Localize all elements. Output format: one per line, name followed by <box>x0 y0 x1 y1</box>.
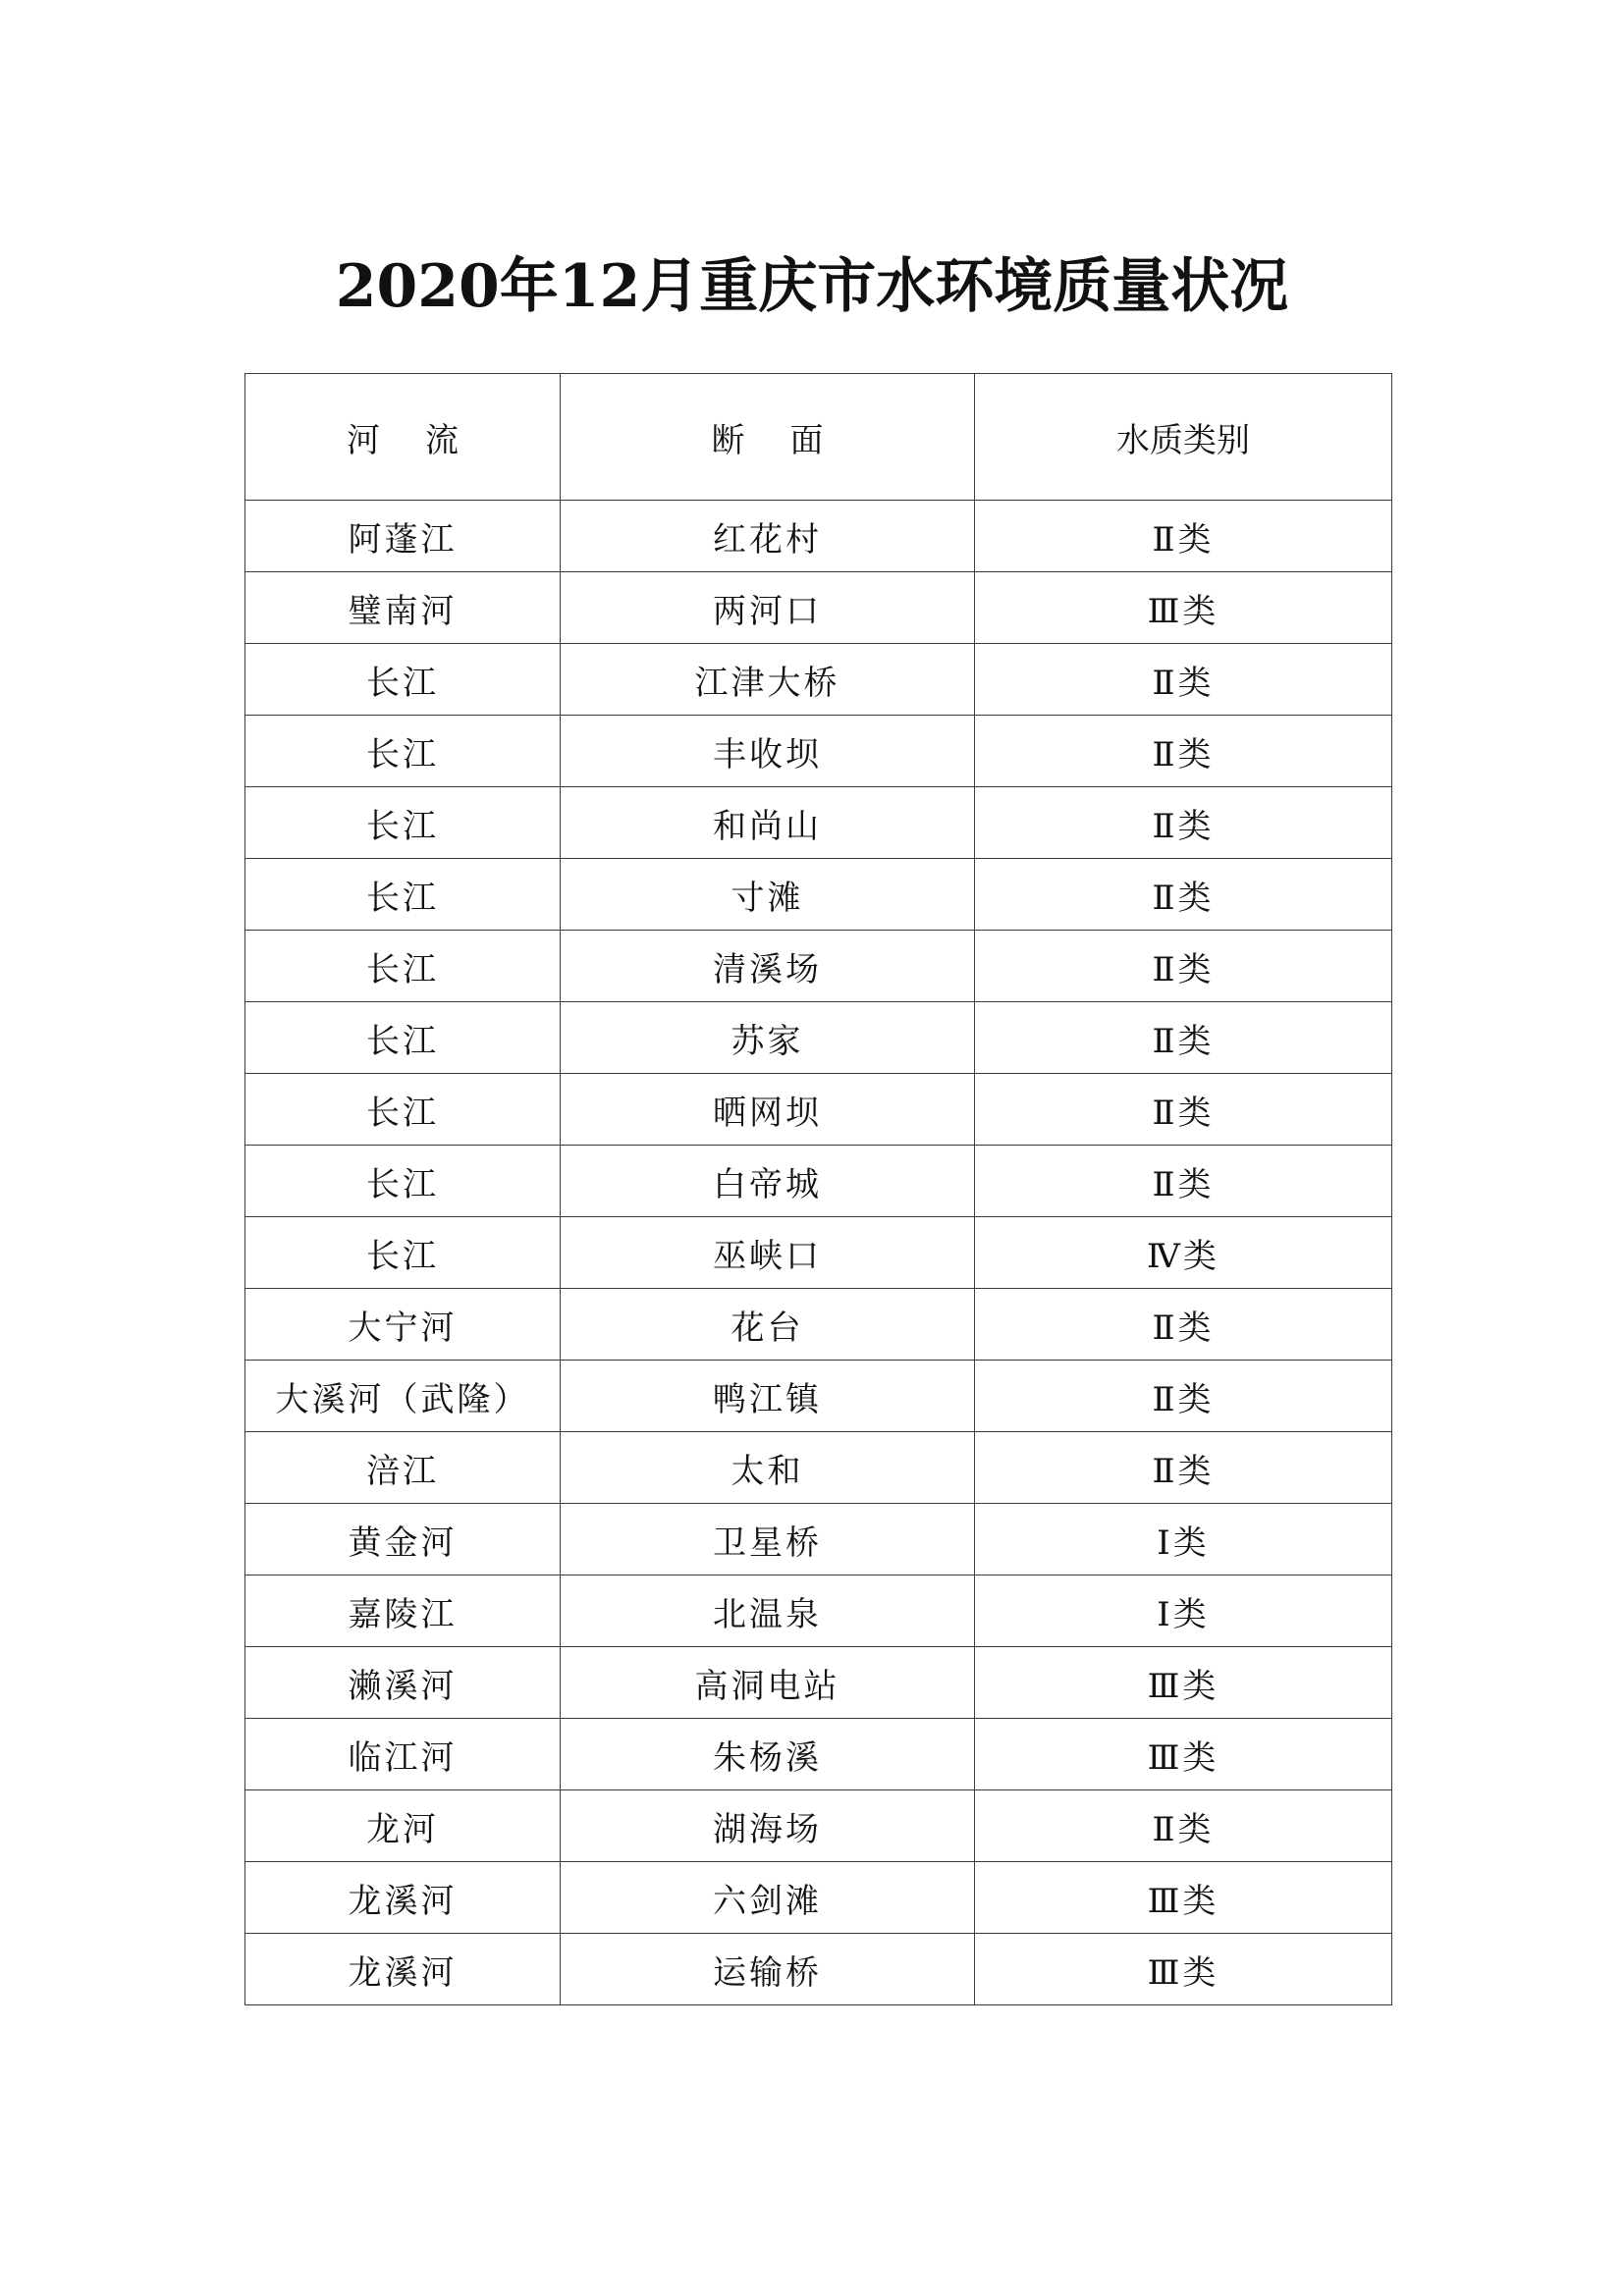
class-cell: Ⅱ类 <box>975 716 1392 787</box>
class-cell: Ⅱ类 <box>975 1074 1392 1146</box>
section-cell: 晒网坝 <box>561 1074 975 1146</box>
class-cell: Ⅲ类 <box>975 1647 1392 1719</box>
table-row <box>245 1432 1392 1504</box>
river-cell: 龙溪河 <box>245 1934 561 2005</box>
section-cell: 丰收坝 <box>561 716 975 787</box>
class-cell: Ⅳ类 <box>975 1217 1392 1289</box>
water-quality-table <box>244 373 1392 2005</box>
section-cell: 江津大桥 <box>561 644 975 716</box>
section-cell: 朱杨溪 <box>561 1719 975 1790</box>
table-row <box>245 1719 1392 1790</box>
river-cell: 嘉陵江 <box>245 1575 561 1647</box>
section-cell: 卫星桥 <box>561 1504 975 1575</box>
table-header-row <box>245 374 1392 501</box>
section-cell: 运输桥 <box>561 1934 975 2005</box>
section-cell: 巫峡口 <box>561 1217 975 1289</box>
section-cell: 寸滩 <box>561 859 975 931</box>
table-row <box>245 787 1392 859</box>
section-cell: 北温泉 <box>561 1575 975 1647</box>
table-row <box>245 1074 1392 1146</box>
section-cell: 太和 <box>561 1432 975 1504</box>
river-cell: 长江 <box>245 1146 561 1217</box>
header-section-label: 断面 <box>711 420 869 460</box>
river-cell: 濑溪河 <box>245 1647 561 1719</box>
section-cell: 红花村 <box>561 501 975 572</box>
river-cell: 长江 <box>245 859 561 931</box>
table-row <box>245 1361 1392 1432</box>
river-cell: 长江 <box>245 716 561 787</box>
river-cell: 涪江 <box>245 1432 561 1504</box>
class-cell: Ⅱ类 <box>975 501 1392 572</box>
table-row <box>245 644 1392 716</box>
river-cell: 临江河 <box>245 1719 561 1790</box>
table-row <box>245 859 1392 931</box>
table-row <box>245 1504 1392 1575</box>
page-title: 2020年12月重庆市水环境质量状况 <box>335 252 1289 321</box>
class-cell: Ⅱ类 <box>975 787 1392 859</box>
table-row <box>245 1289 1392 1361</box>
class-cell: Ⅱ类 <box>975 1289 1392 1361</box>
table-row <box>245 1934 1392 2005</box>
river-cell: 龙溪河 <box>245 1862 561 1934</box>
river-cell: 长江 <box>245 644 561 716</box>
section-cell: 白帝城 <box>561 1146 975 1217</box>
river-cell: 长江 <box>245 931 561 1002</box>
class-cell: Ⅲ类 <box>975 1719 1392 1790</box>
river-cell: 大宁河 <box>245 1289 561 1361</box>
class-cell: Ⅱ类 <box>975 1146 1392 1217</box>
header-section <box>561 374 975 501</box>
header-class <box>975 374 1392 501</box>
section-cell: 鸭江镇 <box>561 1361 975 1432</box>
class-cell: Ⅱ类 <box>975 931 1392 1002</box>
river-cell: 长江 <box>245 1002 561 1074</box>
section-cell: 湖海场 <box>561 1790 975 1862</box>
river-cell: 璧南河 <box>245 572 561 644</box>
section-cell: 和尚山 <box>561 787 975 859</box>
section-cell: 两河口 <box>561 572 975 644</box>
river-cell: 长江 <box>245 1217 561 1289</box>
class-cell: Ⅲ类 <box>975 1934 1392 2005</box>
table-row <box>245 1217 1392 1289</box>
section-cell: 清溪场 <box>561 931 975 1002</box>
header-river-label: 河流 <box>347 420 504 460</box>
table-row <box>245 1862 1392 1934</box>
class-cell: Ⅰ类 <box>975 1504 1392 1575</box>
table-row <box>245 716 1392 787</box>
class-cell: Ⅲ类 <box>975 572 1392 644</box>
river-cell: 大溪河（武隆） <box>245 1361 561 1432</box>
class-cell: Ⅱ类 <box>975 1432 1392 1504</box>
river-cell: 阿蓬江 <box>245 501 561 572</box>
section-cell: 花台 <box>561 1289 975 1361</box>
table-row <box>245 501 1392 572</box>
header-river <box>245 374 561 501</box>
class-cell: Ⅱ类 <box>975 1361 1392 1432</box>
table-row <box>245 1790 1392 1862</box>
table-row <box>245 572 1392 644</box>
class-cell: Ⅱ类 <box>975 859 1392 931</box>
section-cell: 高洞电站 <box>561 1647 975 1719</box>
class-cell: Ⅱ类 <box>975 1790 1392 1862</box>
table-row <box>245 1647 1392 1719</box>
class-cell: Ⅰ类 <box>975 1575 1392 1647</box>
river-cell: 长江 <box>245 787 561 859</box>
river-cell: 长江 <box>245 1074 561 1146</box>
class-cell: Ⅱ类 <box>975 644 1392 716</box>
table-row <box>245 1575 1392 1647</box>
class-cell: Ⅱ类 <box>975 1002 1392 1074</box>
table-row <box>245 931 1392 1002</box>
river-cell: 黄金河 <box>245 1504 561 1575</box>
table-row <box>245 1002 1392 1074</box>
section-cell: 苏家 <box>561 1002 975 1074</box>
header-class-label: 水质类别 <box>1116 420 1250 460</box>
table-row <box>245 1146 1392 1217</box>
section-cell: 六剑滩 <box>561 1862 975 1934</box>
river-cell: 龙河 <box>245 1790 561 1862</box>
class-cell: Ⅲ类 <box>975 1862 1392 1934</box>
